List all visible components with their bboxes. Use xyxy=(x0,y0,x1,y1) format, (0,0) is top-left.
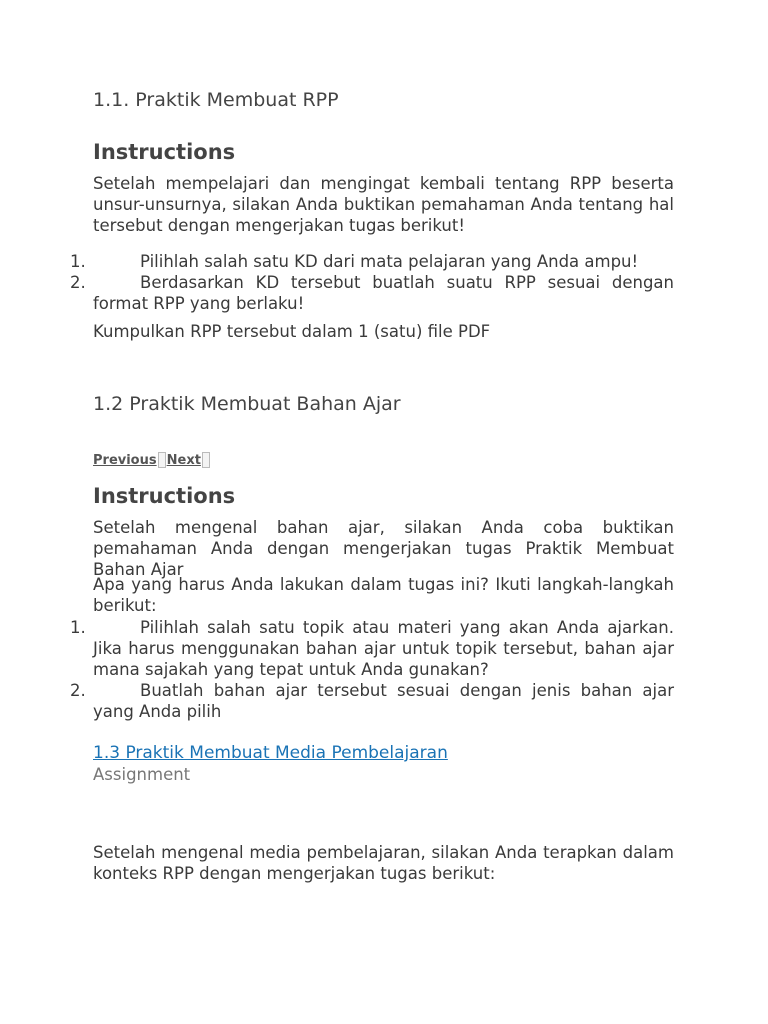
previous-link[interactable]: Previous xyxy=(93,452,157,468)
section-1-step-2-number: 2. xyxy=(70,273,86,292)
section-1-heading: 1.1. Praktik Membuat RPP xyxy=(93,89,339,111)
section-1-step-1-number: 1. xyxy=(70,252,86,271)
nav-separator-box xyxy=(158,452,166,468)
section-2-step-1-text: Pilihlah salah satu topik atau materi yang akan Anda ajarkan. Jika harus menggunakan bahan ajar untuk topik tersebut, bahan ajar mana sajakah yang tepat untuk Anda gunakan? xyxy=(93,618,674,679)
section-3-link[interactable]: 1.3 Praktik Membuat Media Pembelajaran xyxy=(93,743,448,763)
section-2-heading: 1.2 Praktik Membuat Bahan Ajar xyxy=(93,393,401,415)
section-1-intro: Setelah mempelajari dan mengingat kembali tentang RPP beserta unsur-unsurnya, silakan Anda buktikan pemahaman Anda tentang hal tersebut dengan mengerjakan tugas berikut! xyxy=(93,174,674,235)
section-1-step-2-text: Berdasarkan KD tersebut buatlah suatu RPP sesuai dengan format RPP yang berlaku! xyxy=(93,273,674,313)
section-2-intro: Setelah mengenal bahan ajar, silakan Anda coba buktikan pemahaman Anda dengan mengerjakan tugas Praktik Membuat Bahan Ajar xyxy=(93,518,674,579)
section-3-intro: Setelah mengenal media pembelajaran, silakan Anda terapkan dalam konteks RPP dengan mengerjakan tugas berikut: xyxy=(93,843,674,883)
section-2-step-2-number: 2. xyxy=(70,681,86,700)
pagination-nav xyxy=(93,452,211,468)
assignment-label: Assignment xyxy=(93,765,191,784)
section-1-step-1-text: Pilihlah salah satu KD dari mata pelajaran yang Anda ampu! xyxy=(140,252,639,271)
nav-end-box xyxy=(202,452,210,468)
section-2-step-1-number: 1. xyxy=(70,618,86,637)
next-link[interactable]: Next xyxy=(166,452,201,468)
section-1-instructions-title: Instructions xyxy=(93,140,236,164)
section-2-instructions-title: Instructions xyxy=(93,484,236,508)
section-2-step-2-text: Buatlah bahan ajar tersebut sesuai dengan jenis bahan ajar yang Anda pilih xyxy=(93,681,674,721)
section-2-question: Apa yang harus Anda lakukan dalam tugas ini? Ikuti langkah-langkah berikut: xyxy=(93,575,674,615)
section-1-closing: Kumpulkan RPP tersebut dalam 1 (satu) file PDF xyxy=(93,322,491,341)
